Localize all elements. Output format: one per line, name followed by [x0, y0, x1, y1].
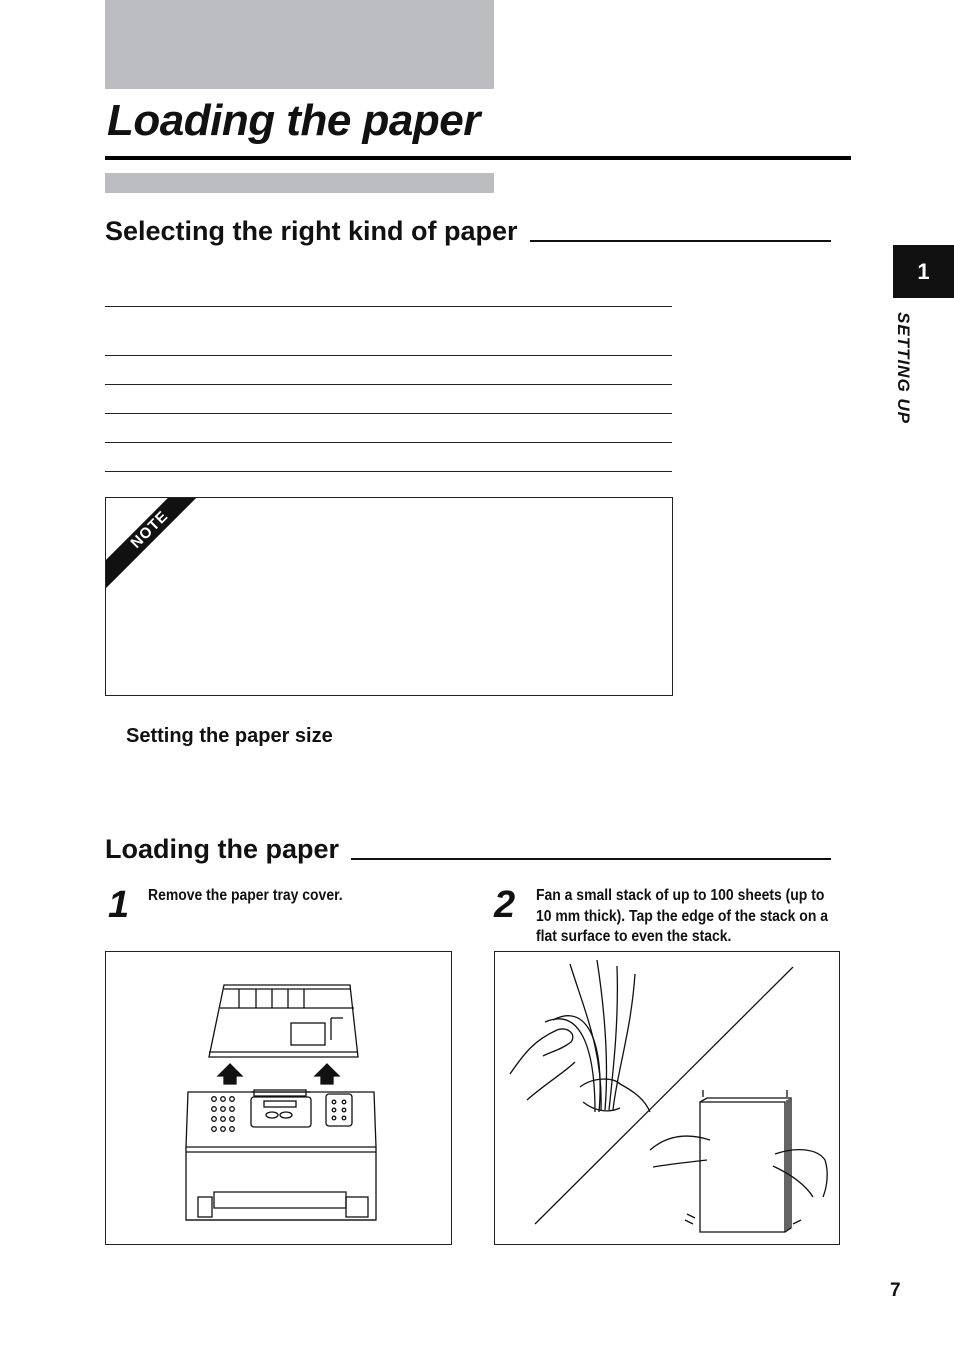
section-title-rule: [530, 240, 831, 242]
table-rule: [105, 355, 672, 356]
note-tag: NOTE: [105, 497, 214, 594]
step-1-number: 1: [108, 884, 130, 926]
section-title-loading-text: Loading the paper: [105, 834, 340, 864]
section-title-rule: [351, 858, 831, 860]
table-rule: [105, 413, 672, 414]
section-title-loading: [105, 834, 831, 865]
table-rule: [105, 471, 672, 472]
table-rule: [105, 384, 672, 385]
header-gray-block: [105, 0, 494, 89]
side-section-label: SETTING UP: [894, 312, 913, 425]
chapter-tab: [893, 245, 954, 298]
chapter-number: 1: [917, 259, 930, 284]
subsection-title-paper-size: Setting the paper size: [126, 725, 333, 747]
step-1-text: Remove the paper tray cover.: [148, 887, 343, 904]
step-2-text: Fan a small stack of up to 100 sheets (up to 10 mm thick). Tap the edge of the stack on a flat surface to even the stack.: [536, 887, 828, 945]
table-rule: [105, 306, 672, 307]
fax-machine-icon: [106, 952, 451, 1244]
step-2-number: 2: [494, 884, 516, 926]
paper-stack-icon: [495, 952, 839, 1244]
figure-remove-tray-cover: [105, 951, 452, 1245]
page-title: Loading the paper: [107, 96, 480, 145]
table-rule: [105, 442, 672, 443]
section-title-selecting-text: Selecting the right kind of paper: [105, 216, 518, 246]
subheader-gray-block: [105, 173, 494, 193]
figure-fan-paper-stack: [494, 951, 840, 1245]
page-number: 7: [890, 1280, 901, 1301]
section-title-selecting: [105, 216, 831, 247]
title-underline: [105, 156, 851, 160]
note-box: [105, 497, 673, 696]
